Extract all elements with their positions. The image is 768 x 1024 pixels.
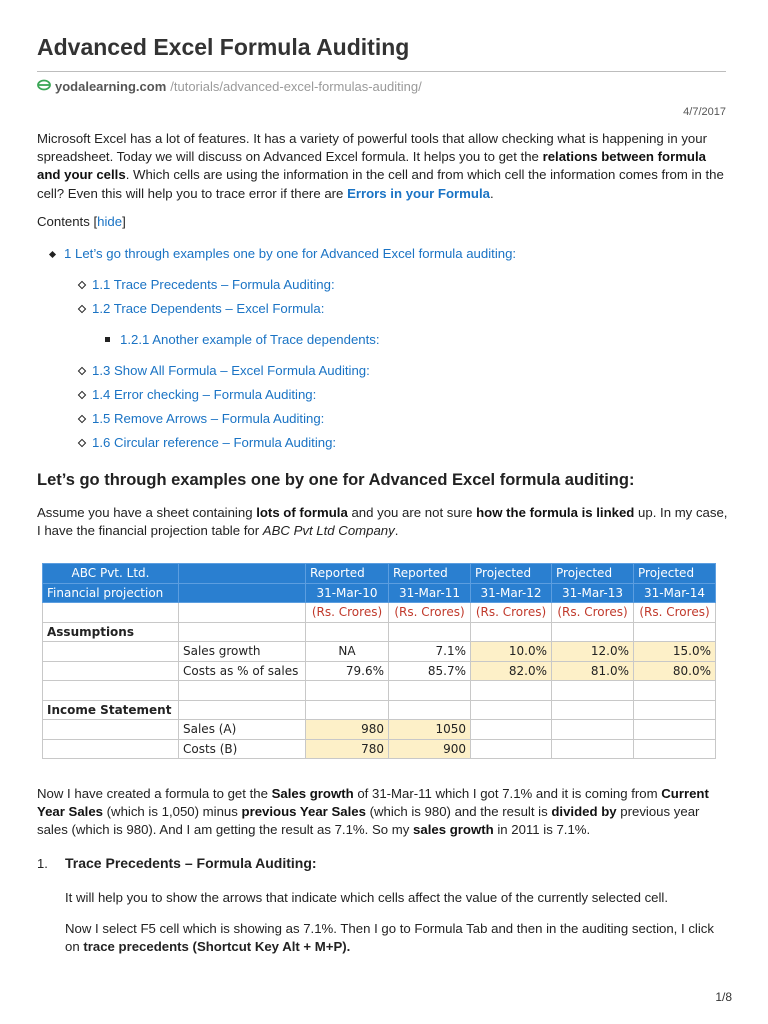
financial-projection-table <box>42 563 716 759</box>
bullet-square <box>105 337 110 342</box>
step-title: Trace Precedents – Formula Auditing: <box>65 855 317 871</box>
toc-item-1-4[interactable]: 1.4 Error checking – Formula Auditing: <box>92 387 317 402</box>
source-path[interactable]: /tutorials/advanced-excel-formulas-auditing/ <box>170 79 422 94</box>
table-row <box>43 564 716 584</box>
source-line <box>37 79 422 94</box>
table-row <box>43 583 716 603</box>
table-cell: 82.0% <box>471 661 552 681</box>
page-number: 1/8 <box>715 990 732 1004</box>
table-cell: 85.7% <box>389 661 471 681</box>
toc-item-1-3[interactable]: 1.3 Show All Formula – Excel Formula Auditing: <box>92 363 370 378</box>
toc-item-1-1[interactable]: 1.1 Trace Precedents – Formula Auditing: <box>92 277 335 292</box>
hide-toggle[interactable]: hide <box>97 214 123 229</box>
link-icon <box>37 79 51 94</box>
table-cell: NA <box>306 642 389 662</box>
bullet-circle <box>78 281 86 289</box>
table-cell: 80.0% <box>634 661 716 681</box>
toc-item-1-2[interactable]: 1.2 Trace Dependents – Excel Formula: <box>92 301 325 316</box>
table-row <box>43 681 716 701</box>
table-row <box>43 642 716 662</box>
table-cell: 780 <box>306 739 389 759</box>
table-row <box>43 720 716 740</box>
table-cell: (Rs. Crores) <box>552 603 634 623</box>
bullet-circle <box>78 367 86 375</box>
explanation-paragraph: Now I have created a formula to get the Sales growth of 31-Mar-11 which I got 7.1% and it is coming from Current Year Sales (which is 1,050) minus previous Year Sales (which is 980) and the result is divided by previous year sales (which is 980). And I am getting the result as 7.1%. So my sales growth in 2011 is 7.1%. <box>37 786 709 838</box>
table-cell: Projected <box>634 564 716 584</box>
toc-item-1-6[interactable]: 1.6 Circular reference – Formula Auditing: <box>92 435 337 450</box>
table-cell: 31-Mar-11 <box>389 583 471 603</box>
table-cell: 79.6% <box>306 661 389 681</box>
bullet-disc <box>49 251 56 258</box>
table-row <box>43 700 716 720</box>
table-cell: 31-Mar-12 <box>471 583 552 603</box>
table-cell: 1050 <box>389 720 471 740</box>
table-cell: (Rs. Crores) <box>634 603 716 623</box>
table-cell: 15.0% <box>634 642 716 662</box>
table-row <box>43 739 716 759</box>
bullet-circle <box>78 415 86 423</box>
table-cell: (Rs. Crores) <box>389 603 471 623</box>
bullet-circle <box>78 391 86 399</box>
table-cell: (Rs. Crores) <box>471 603 552 623</box>
table-cell: (Rs. Crores) <box>306 603 389 623</box>
step-heading <box>37 855 317 871</box>
errors-link[interactable]: Errors in your Formula <box>347 185 490 201</box>
table-cell: Sales growth <box>179 642 306 662</box>
table-cell: 31-Mar-14 <box>634 583 716 603</box>
title-divider <box>37 71 726 72</box>
source-site[interactable]: yodalearning.com <box>55 79 167 94</box>
table-cell: Reported <box>389 564 471 584</box>
table-cell: 980 <box>306 720 389 740</box>
table-row <box>43 603 716 623</box>
table-company: ABC Pvt. Ltd. <box>43 564 179 584</box>
section-paragraph: Assume you have a sheet containing lots of formula and you are not sure how the formula is linked up. In my case, I have the financial projection table for ABC Pvt Ltd Company. <box>37 505 728 539</box>
table-cell: Costs (B) <box>179 739 306 759</box>
table-cell: Income Statement <box>43 700 179 720</box>
step-paragraph-2: Now I select F5 cell which is showing as 7.1%. Then I go to Formula Tab and then in the auditing section, I click on trace precedents (Shortcut Key Alt + M+P). <box>65 921 714 955</box>
table-cell: 81.0% <box>552 661 634 681</box>
table-row <box>43 622 716 642</box>
intro-paragraph: Microsoft Excel has a lot of features. It has a variety of powerful tools that allow checking what is happening in your spreadsheet. Today we will discuss on Advanced Excel formula. It helps you to get the relations between formula and your cells. Which cells are using the information in the cell and from which cell the information comes from in the cell? Even this will help you to trace error if there are Errors in your Formula. <box>37 131 724 201</box>
table-cell: Costs as % of sales <box>179 661 306 681</box>
print-date: 4/7/2017 <box>683 106 726 118</box>
table-cell: Assumptions <box>43 622 179 642</box>
table-cell: Reported <box>306 564 389 584</box>
table-cell: 31-Mar-13 <box>552 583 634 603</box>
step-number: 1. <box>37 856 48 871</box>
contents-label: Contents [hide] <box>37 214 126 229</box>
toc-item-1-5[interactable]: 1.5 Remove Arrows – Formula Auditing: <box>92 411 325 426</box>
page-title: Advanced Excel Formula Auditing <box>37 34 410 60</box>
bullet-circle <box>78 439 86 447</box>
section-heading: Let’s go through examples one by one for Advanced Excel formula auditing: <box>37 471 635 489</box>
table-cell: Projected <box>552 564 634 584</box>
table-cell: 900 <box>389 739 471 759</box>
toc-item-1-2-1[interactable]: 1.2.1 Another example of Trace dependents: <box>120 332 380 347</box>
bullet-circle <box>78 305 86 313</box>
toc-item-1[interactable]: 1 Let’s go through examples one by one for Advanced Excel formula auditing: <box>64 246 517 261</box>
table-cell: 31-Mar-10 <box>306 583 389 603</box>
table-cell: 7.1% <box>389 642 471 662</box>
table-cell: 10.0% <box>471 642 552 662</box>
table-cell: Sales (A) <box>179 720 306 740</box>
table-row <box>43 661 716 681</box>
table-cell: Projected <box>471 564 552 584</box>
step-paragraph-1: It will help you to show the arrows that indicate which cells affect the value of the currently selected cell. <box>65 890 669 905</box>
table-subtitle: Financial projection <box>43 583 179 603</box>
table-cell: 12.0% <box>552 642 634 662</box>
